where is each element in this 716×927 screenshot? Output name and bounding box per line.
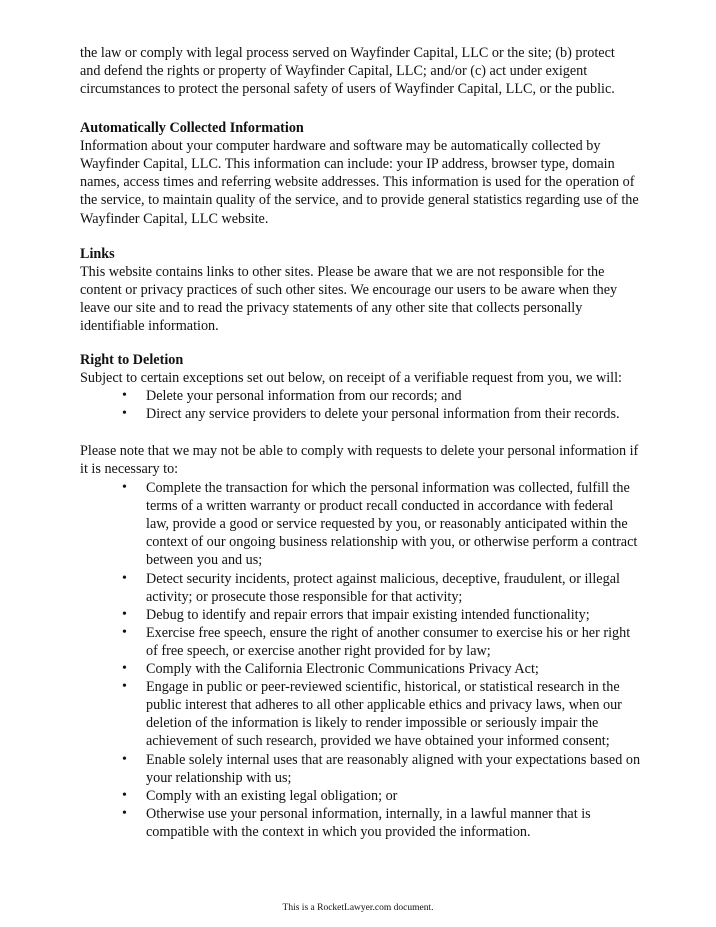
list-item-line: context of our ongoing business relationship with you, or otherwise perform a contract [146,534,638,551]
bullet-icon: • [122,787,127,803]
paragraph-line: leave our site and to read the privacy statements of any other site that collects personally [80,300,583,317]
bullet-icon: • [122,751,127,767]
list-item-line: Engage in public or peer-reviewed scientific, historical, or statistical research in the [146,679,620,696]
paragraph-line: content or privacy practices of such other sites. We encourage our users to be aware when they [80,282,618,299]
list-item-line: law, provide a good or service requested by you, or reasonably anticipated within the [146,516,628,533]
list-item-line: public interest that adheres to all other applicable ethics and privacy laws, when our [146,697,622,714]
list-item-line: Delete your personal information from our records; and [146,388,462,405]
intro-paragraph-line: the law or comply with legal process served on Wayfinder Capital, LLC or the site; (b) protect [80,45,615,61]
list-item-line: Enable solely internal uses that are reasonably aligned with your expectations based on [146,751,641,768]
list-item-line: Otherwise use your personal information, internally, in a lawful manner that is [146,805,591,822]
section-heading: Links [80,246,115,262]
bullet-icon: • [122,606,127,622]
paragraph-line: Please note that we may not be able to comply with requests to delete your personal information if [80,443,639,459]
paragraph-line: Subject to certain exceptions set out below, on receipt of a verifiable request from you, we will: [80,370,622,387]
bullet-icon: • [122,480,127,495]
page-footer: This is a RocketLawyer.com document. [282,903,434,913]
list-item-line: your relationship with us; [146,769,292,786]
list-item-line: Complete the transaction for which the personal information was collected, fulfill the [146,480,630,496]
list-item-line: Debug to identify and repair errors that impair existing intended functionality; [146,606,590,623]
bullet-icon: • [122,406,127,422]
list-item-line: Comply with the California Electronic Communications Privacy Act; [146,661,539,677]
intro-paragraph-line: circumstances to protect the personal safety of users of Wayfinder Capital, LLC, or the public. [80,81,615,98]
list-item-line: between you and us; [146,552,263,569]
paragraph-line: Wayfinder Capital, LLC website. [80,210,269,227]
bullet-icon: • [122,388,127,404]
paragraph-line: the service, to maintain quality of the service, and to provide general statistics regarding use of the [80,192,639,209]
paragraph-line: Wayfinder Capital, LLC. This information can include: your IP address, browser type, domain [80,156,615,173]
list-item-line: compatible with the context in which you provided the information. [146,823,531,840]
list-item-line: achievement of such research, provided we have obtained your informed consent; [146,733,610,750]
list-item-line: terms of a written warranty or product recall conducted in accordance with federal [146,498,614,515]
paragraph-line: Information about your computer hardware and software may be automatically collected by [80,138,601,155]
bullet-icon: • [122,661,127,676]
paragraph-line: identifiable information. [80,318,219,335]
list-item-line: activity; or prosecute those responsible for that activity; [146,588,463,605]
paragraph-line: This website contains links to other sites. Please be aware that we are not responsible for the [80,264,605,281]
intro-paragraph-line: and defend the rights or property of Wayfinder Capital, LLC; and/or (c) act under exigent [80,63,588,80]
list-item-line: Detect security incidents, protect against malicious, deceptive, fraudulent, or illegal [146,570,620,587]
bullet-icon: • [122,570,127,586]
list-item-line: Exercise free speech, ensure the right of another consumer to exercise his or her right [146,624,631,641]
paragraph-line: names, access times and referring website addresses. This information is used for the operation of [80,174,635,191]
section-heading: Right to Deletion [80,352,184,368]
section-heading: Automatically Collected Information [80,120,304,136]
list-item-line: Comply with an existing legal obligation; or [146,787,398,804]
bullet-icon: • [122,805,127,821]
bullet-icon: • [122,679,127,695]
paragraph-line: it is necessary to: [80,461,179,478]
list-item-line: Direct any service providers to delete your personal information from their records. [146,406,620,423]
bullet-icon: • [122,624,127,640]
list-item-line: of free speech, or exercise another right provided for by law; [146,642,491,659]
list-item-line: deletion of the information is likely to render impossible or seriously impair the [146,715,599,732]
